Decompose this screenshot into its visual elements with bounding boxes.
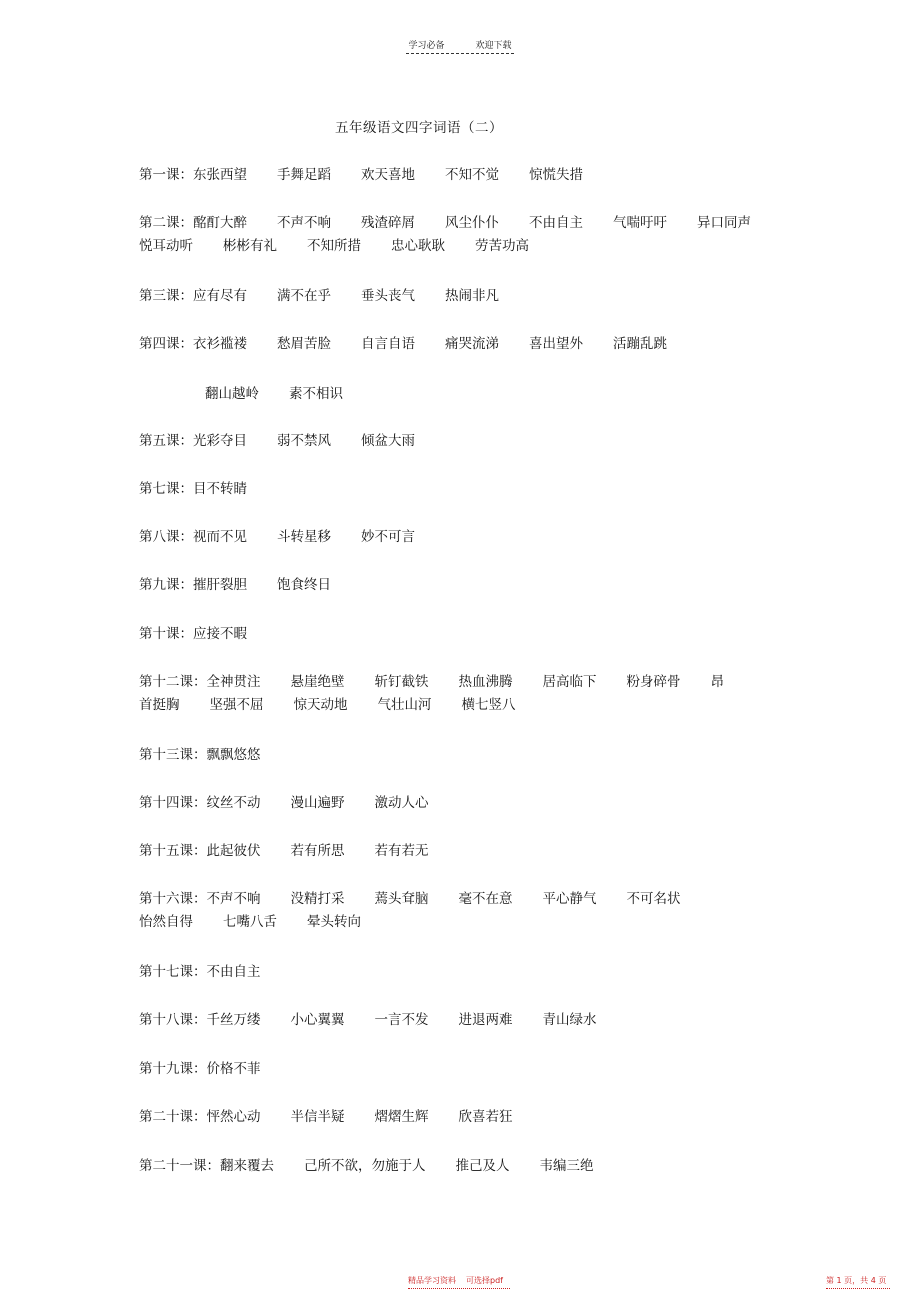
idiom-word: 熠熠生辉	[374, 1109, 429, 1125]
idiom-word: 悦耳动听	[139, 238, 193, 254]
idiom-word: 素不相识	[289, 386, 343, 402]
lesson-line	[139, 744, 789, 767]
idiom-word: 横七竖八	[461, 697, 516, 713]
lesson-line	[139, 164, 789, 187]
idiom-word: 满不在乎	[277, 288, 331, 304]
idiom-word: 不声不响	[277, 215, 331, 231]
document-title: 五年级语文四字词语（二）	[335, 120, 503, 136]
idiom-word: 愁眉苦脸	[277, 336, 331, 352]
idiom-word: 不由自主	[529, 215, 583, 231]
idiom-word: 劳苦功高	[475, 238, 529, 254]
idiom-word: 晕头转向	[307, 914, 361, 930]
idiom-word: 第二课：酩酊大醉	[139, 215, 247, 231]
footer-source	[408, 1275, 513, 1286]
footer-source-b: 可选择pdf	[466, 1276, 503, 1285]
idiom-word: 热闹非凡	[445, 288, 499, 304]
idiom-word: 欣喜若狂	[458, 1109, 513, 1125]
idiom-word: 昂	[710, 674, 724, 690]
idiom-word: 第十六课：不声不响	[139, 891, 261, 907]
idiom-word: 第九课：摧肝裂胆	[139, 577, 247, 593]
idiom-word: 韦编三绝	[539, 1158, 594, 1174]
lesson-entry	[139, 574, 789, 597]
idiom-word: 气壮山河	[377, 697, 432, 713]
lesson-line	[139, 526, 789, 549]
lesson-line	[139, 792, 789, 815]
footer-page-number: 第 1 页，共 4 页	[826, 1276, 887, 1285]
lesson-line	[139, 961, 789, 984]
idiom-word: 激动人心	[374, 795, 429, 811]
idiom-word: 惊慌失措	[529, 167, 583, 183]
idiom-word: 进退两难	[458, 1012, 513, 1028]
lesson-entry	[139, 478, 789, 501]
lesson-line	[139, 383, 789, 406]
lesson-line	[139, 430, 789, 453]
idiom-word: 手舞足蹈	[277, 167, 331, 183]
idiom-word: 若有若无	[374, 843, 429, 859]
idiom-word: 小心翼翼	[290, 1012, 345, 1028]
footer-source-divider	[408, 1288, 510, 1289]
idiom-word: 忠心耿耿	[391, 238, 445, 254]
lesson-entry	[139, 430, 789, 453]
lesson-line	[139, 1009, 789, 1032]
idiom-word: 不知所措	[307, 238, 361, 254]
idiom-word: 粉身碎骨	[626, 674, 681, 690]
idiom-word: 第十九课：价格不菲	[139, 1061, 261, 1077]
footer-source-a: 精品学习资料	[408, 1276, 456, 1285]
lesson-line	[139, 285, 789, 308]
lesson-line	[139, 694, 789, 717]
idiom-word: 不可名状	[626, 891, 681, 907]
lesson-entry	[139, 961, 789, 984]
idiom-word: 若有所思	[290, 843, 345, 859]
lesson-line	[139, 235, 789, 258]
idiom-word: 第十八课：千丝万缕	[139, 1012, 261, 1028]
idiom-word: 第五课：光彩夺目	[139, 433, 247, 449]
idiom-word: 彬彬有礼	[223, 238, 277, 254]
lesson-entry	[139, 792, 789, 815]
idiom-word: 推己及人	[455, 1158, 510, 1174]
lesson-entry	[139, 526, 789, 549]
lesson-line	[139, 574, 789, 597]
lesson-line	[139, 478, 789, 501]
lesson-line	[139, 333, 789, 356]
idiom-word: 怡然自得	[139, 914, 193, 930]
idiom-word: 己所不欲，勿施于人	[304, 1158, 426, 1174]
header-left-text: 学习必备	[408, 41, 445, 51]
idiom-word: 翻山越岭	[205, 386, 259, 402]
idiom-word: 热血沸腾	[458, 674, 513, 690]
idiom-word: 斩钉截铁	[374, 674, 429, 690]
lesson-entry	[139, 1009, 789, 1032]
lesson-entry	[139, 888, 789, 934]
lesson-entry	[139, 623, 789, 646]
idiom-word: 第二十一课：翻来覆去	[139, 1158, 274, 1174]
footer-page-divider	[826, 1288, 890, 1289]
idiom-word: 半信半疑	[290, 1109, 345, 1125]
lesson-line	[139, 1058, 789, 1081]
idiom-word: 残渣碎屑	[361, 215, 415, 231]
idiom-word: 风尘仆仆	[445, 215, 499, 231]
idiom-word: 妙不可言	[361, 529, 415, 545]
idiom-word: 痛哭流涕	[445, 336, 499, 352]
idiom-word: 坚强不屈	[209, 697, 264, 713]
idiom-word: 气喘吁吁	[613, 215, 667, 231]
idiom-word: 第一课：东张西望	[139, 167, 247, 183]
lesson-entry	[139, 1106, 789, 1129]
idiom-word: 青山绿水	[542, 1012, 597, 1028]
lesson-entry	[139, 671, 789, 717]
idiom-word: 第十五课：此起彼伏	[139, 843, 261, 859]
idiom-word: 一言不发	[374, 1012, 429, 1028]
idiom-word: 第十二课：全神贯注	[139, 674, 261, 690]
idiom-word: 第三课：应有尽有	[139, 288, 247, 304]
lesson-line	[139, 212, 789, 235]
idiom-word: 不知不觉	[445, 167, 499, 183]
idiom-word: 垂头丧气	[361, 288, 415, 304]
lesson-entry	[139, 744, 789, 767]
lesson-entry	[139, 212, 789, 258]
idiom-word: 惊天动地	[293, 697, 348, 713]
idiom-word: 第十三课：飘飘悠悠	[139, 747, 261, 763]
idiom-word: 饱食终日	[277, 577, 331, 593]
idiom-word: 第二十课：怦然心动	[139, 1109, 261, 1125]
idiom-word: 毫不在意	[458, 891, 513, 907]
page-header	[0, 38, 920, 51]
idiom-word: 第十课：应接不暇	[139, 626, 247, 642]
idiom-word: 平心静气	[542, 891, 597, 907]
idiom-word: 第七课：目不转睛	[139, 481, 247, 497]
lesson-entry	[139, 285, 789, 308]
idiom-word: 弱不禁风	[277, 433, 331, 449]
idiom-word: 第十七课：不由自主	[139, 964, 261, 980]
lesson-entry	[139, 333, 789, 356]
idiom-word: 首挺胸	[139, 697, 180, 713]
idiom-word: 倾盆大雨	[361, 433, 415, 449]
idiom-word: 喜出望外	[529, 336, 583, 352]
lesson-line	[139, 1155, 789, 1178]
lesson-entry	[139, 383, 789, 406]
lesson-line	[139, 671, 789, 694]
idiom-word: 第十四课：纹丝不动	[139, 795, 261, 811]
idiom-word: 悬崖绝壁	[290, 674, 345, 690]
lesson-line	[139, 911, 789, 934]
lesson-entry	[139, 840, 789, 863]
header-right-text: 欢迎下载	[475, 41, 512, 51]
lesson-line	[139, 888, 789, 911]
lesson-entry	[139, 1155, 789, 1178]
idiom-word: 第八课：视而不见	[139, 529, 247, 545]
idiom-word: 蔫头耷脑	[374, 891, 429, 907]
lesson-line	[139, 840, 789, 863]
idiom-word: 七嘴八舌	[223, 914, 277, 930]
idiom-word: 欢天喜地	[361, 167, 415, 183]
lesson-line	[139, 623, 789, 646]
lesson-entry	[139, 164, 789, 187]
lesson-line	[139, 1106, 789, 1129]
lesson-entry	[139, 1058, 789, 1081]
idiom-word: 漫山遍野	[290, 795, 345, 811]
idiom-word: 居高临下	[542, 674, 597, 690]
idiom-word: 第四课：衣衫褴褛	[139, 336, 247, 352]
idiom-word: 活蹦乱跳	[613, 336, 667, 352]
header-divider	[406, 53, 514, 54]
idiom-word: 斗转星移	[277, 529, 331, 545]
idiom-word: 异口同声	[697, 215, 751, 231]
idiom-word: 没精打采	[290, 891, 345, 907]
idiom-word: 自言自语	[361, 336, 415, 352]
